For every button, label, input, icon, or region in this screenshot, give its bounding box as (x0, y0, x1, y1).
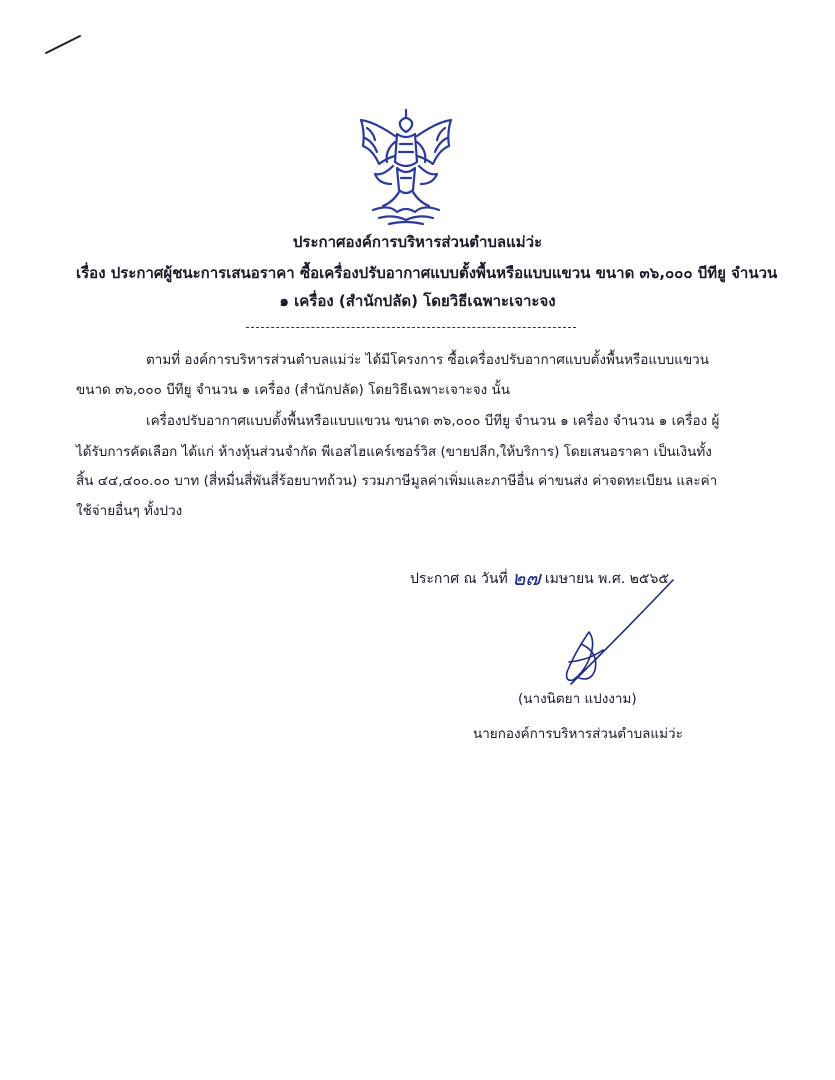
subject-line-1: เรื่อง ประกาศผู้ชนะการเสนอราคา ซื้อเครื่องปรับอากาศแบบตั้งพื้นหรือแบบแขวน ขนาด ๓๖,๐๐๐ บีทียู จำนวน (76, 264, 778, 282)
signer-title: นายกองค์การบริหารส่วนตำบลแม่ว่ะ (473, 726, 683, 742)
paragraph-1-line-1: ตามที่ องค์การบริหารส่วนตำบลแม่ว่ะ ได้มีโครงการ ซื้อเครื่องปรับอากาศแบบตั้งพื้นหรือแบบแขวน (146, 352, 709, 368)
paragraph-2-line-4: ใช้จ่ายอื่นๆ ทั้งปวง (76, 503, 183, 519)
garuda-emblem-icon (353, 106, 459, 228)
paragraph-2-line-3: สิ้น ๔๔,๔๐๐.๐๐ บาท (สี่หมื่นสี่พันสี่ร้อยบาทถ้วน) รวมภาษีมูลค่าเพิ่มและภาษีอื่น ค่าขนส่ง ค่าจดทะเบียน และค่า (76, 473, 718, 489)
subject-line-2: ๑ เครื่อง (สำนักปลัด) โดยวิธีเฉพาะเจาะจง (279, 292, 556, 310)
pen-stroke-mark (44, 32, 84, 56)
announce-day: ๒๗ (512, 566, 541, 590)
paragraph-1-line-2: ขนาด ๓๖,๐๐๐ บีทียู จำนวน ๑ เครื่อง (สำนักปลัด) โดยวิธีเฉพาะเจาะจง นั้น (76, 382, 510, 398)
separator-line (246, 327, 576, 328)
handwritten-signature (545, 574, 685, 690)
paragraph-2-line-1: เครื่องปรับอากาศแบบตั้งพื้นหรือแบบแขวน ขนาด ๓๖,๐๐๐ บีทียู จำนวน ๑ เครื่อง จำนวน ๑ เครื่อง ผู้ (146, 413, 720, 429)
announcement-title: ประกาศองค์การบริหารส่วนตำบลแม่ว่ะ (292, 233, 543, 251)
paragraph-2-line-2: ได้รับการคัดเลือก ได้แก่ ห้างหุ้นส่วนจำกัด พีเอสไฮแคร์เซอร์วิส (ขายปลีก,ให้บริการ) โดยเสนอราคา เป็นเงินทั้ง (76, 444, 712, 460)
signer-name: (นางนิตยา แปงงาม) (518, 691, 637, 707)
announce-month-year: เมษายน พ.ศ. ๒๕๖๕ (544, 571, 669, 587)
announce-prefix: ประกาศ ณ วันที่ (410, 571, 508, 587)
